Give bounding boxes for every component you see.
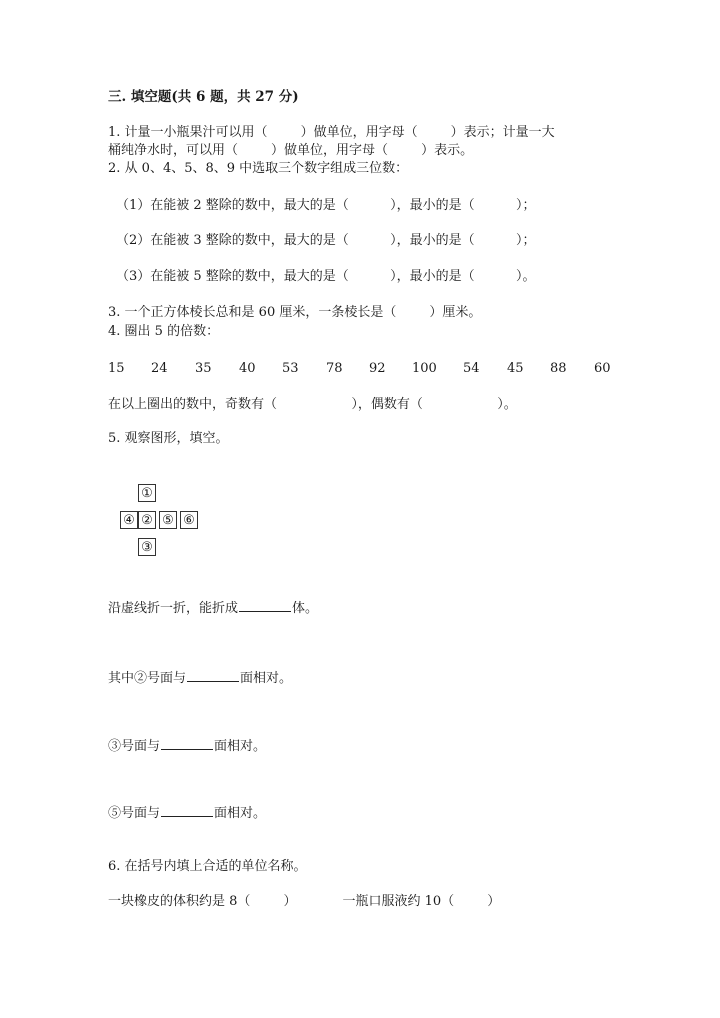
face-suffix: 面相对。 (214, 806, 267, 821)
number-item[interactable]: 88 (550, 361, 567, 376)
q6-stem: 6. 在括号内填上合适的单位名称。 (108, 859, 307, 874)
face3-prefix: ③号面与 (108, 739, 161, 754)
q6-item-2: 一瓶口服液约 10（ ） (342, 894, 501, 909)
cube-face-1: ① (138, 484, 156, 502)
q6-item-1: 一块橡皮的体积约是 8（ ） (108, 894, 297, 909)
q4-stem: 4. 圈出 5 的倍数： (108, 324, 220, 339)
q2-stem: 2. 从 0、4、5、8、9 中选取三个数字组成三位数： (108, 161, 409, 176)
number-item[interactable]: 45 (507, 361, 524, 376)
number-item[interactable]: 53 (282, 361, 299, 376)
number-item[interactable]: 15 (108, 361, 125, 376)
cube-face-3: ③ (138, 538, 156, 556)
q4-followup: 在以上圈出的数中，奇数有（ ），偶数有（ ）。 (108, 397, 517, 412)
answer-blank[interactable] (161, 815, 213, 817)
section-title: 三. 填空题(共 6 题，共 27 分) (108, 89, 299, 105)
fold-suffix: 体。 (292, 601, 319, 616)
number-item[interactable]: 24 (151, 361, 168, 376)
face2-prefix: 其中②号面与 (108, 671, 187, 686)
face-suffix: 面相对。 (240, 671, 293, 686)
q2-sub-2: （2）在能被 3 整除的数中，最大的是（ ），最小的是（ ）； (116, 233, 536, 248)
cube-face-5: ⑤ (159, 511, 177, 529)
number-item[interactable]: 92 (369, 361, 386, 376)
cube-face-4: ④ (120, 511, 138, 529)
number-item[interactable]: 60 (594, 361, 611, 376)
number-item[interactable]: 35 (195, 361, 212, 376)
number-item[interactable]: 40 (239, 361, 256, 376)
q1-line-2: 桶纯净水时，可以用（ ）做单位，用字母（ ）表示。 (108, 143, 474, 158)
number-item[interactable]: 100 (412, 361, 437, 376)
q1-line-1: 1. 计量一小瓶果汁可以用（ ）做单位，用字母（ ）表示；计量一大 (108, 125, 555, 140)
q5-face3-line (108, 738, 266, 756)
q5-face5-line (108, 805, 266, 823)
number-item[interactable]: 54 (463, 361, 480, 376)
q5-fold-line (108, 600, 318, 618)
cube-net-diagram (118, 482, 202, 556)
q2-sub-1: （1）在能被 2 整除的数中，最大的是（ ），最小的是（ ）； (116, 198, 536, 213)
face-suffix: 面相对。 (214, 739, 267, 754)
q2-sub-3: （3）在能被 5 整除的数中，最大的是（ ），最小的是（ ）。 (116, 269, 536, 284)
face5-prefix: ⑤号面与 (108, 806, 161, 821)
fold-prefix: 沿虚线折一折，能折成 (108, 601, 239, 616)
q6-items (108, 893, 500, 911)
cube-face-2: ② (138, 511, 156, 529)
cube-face-6: ⑥ (180, 511, 198, 529)
number-item[interactable]: 78 (326, 361, 343, 376)
number-row (0, 360, 720, 378)
q3-text: 3. 一个正方体棱长总和是 60 厘米，一条棱长是（ ）厘米。 (108, 305, 482, 320)
answer-blank[interactable] (187, 680, 239, 682)
answer-blank[interactable] (161, 748, 213, 750)
answer-blank[interactable] (239, 610, 291, 612)
q5-stem: 5. 观察图形，填空。 (108, 431, 229, 446)
q5-face2-line (108, 670, 292, 688)
